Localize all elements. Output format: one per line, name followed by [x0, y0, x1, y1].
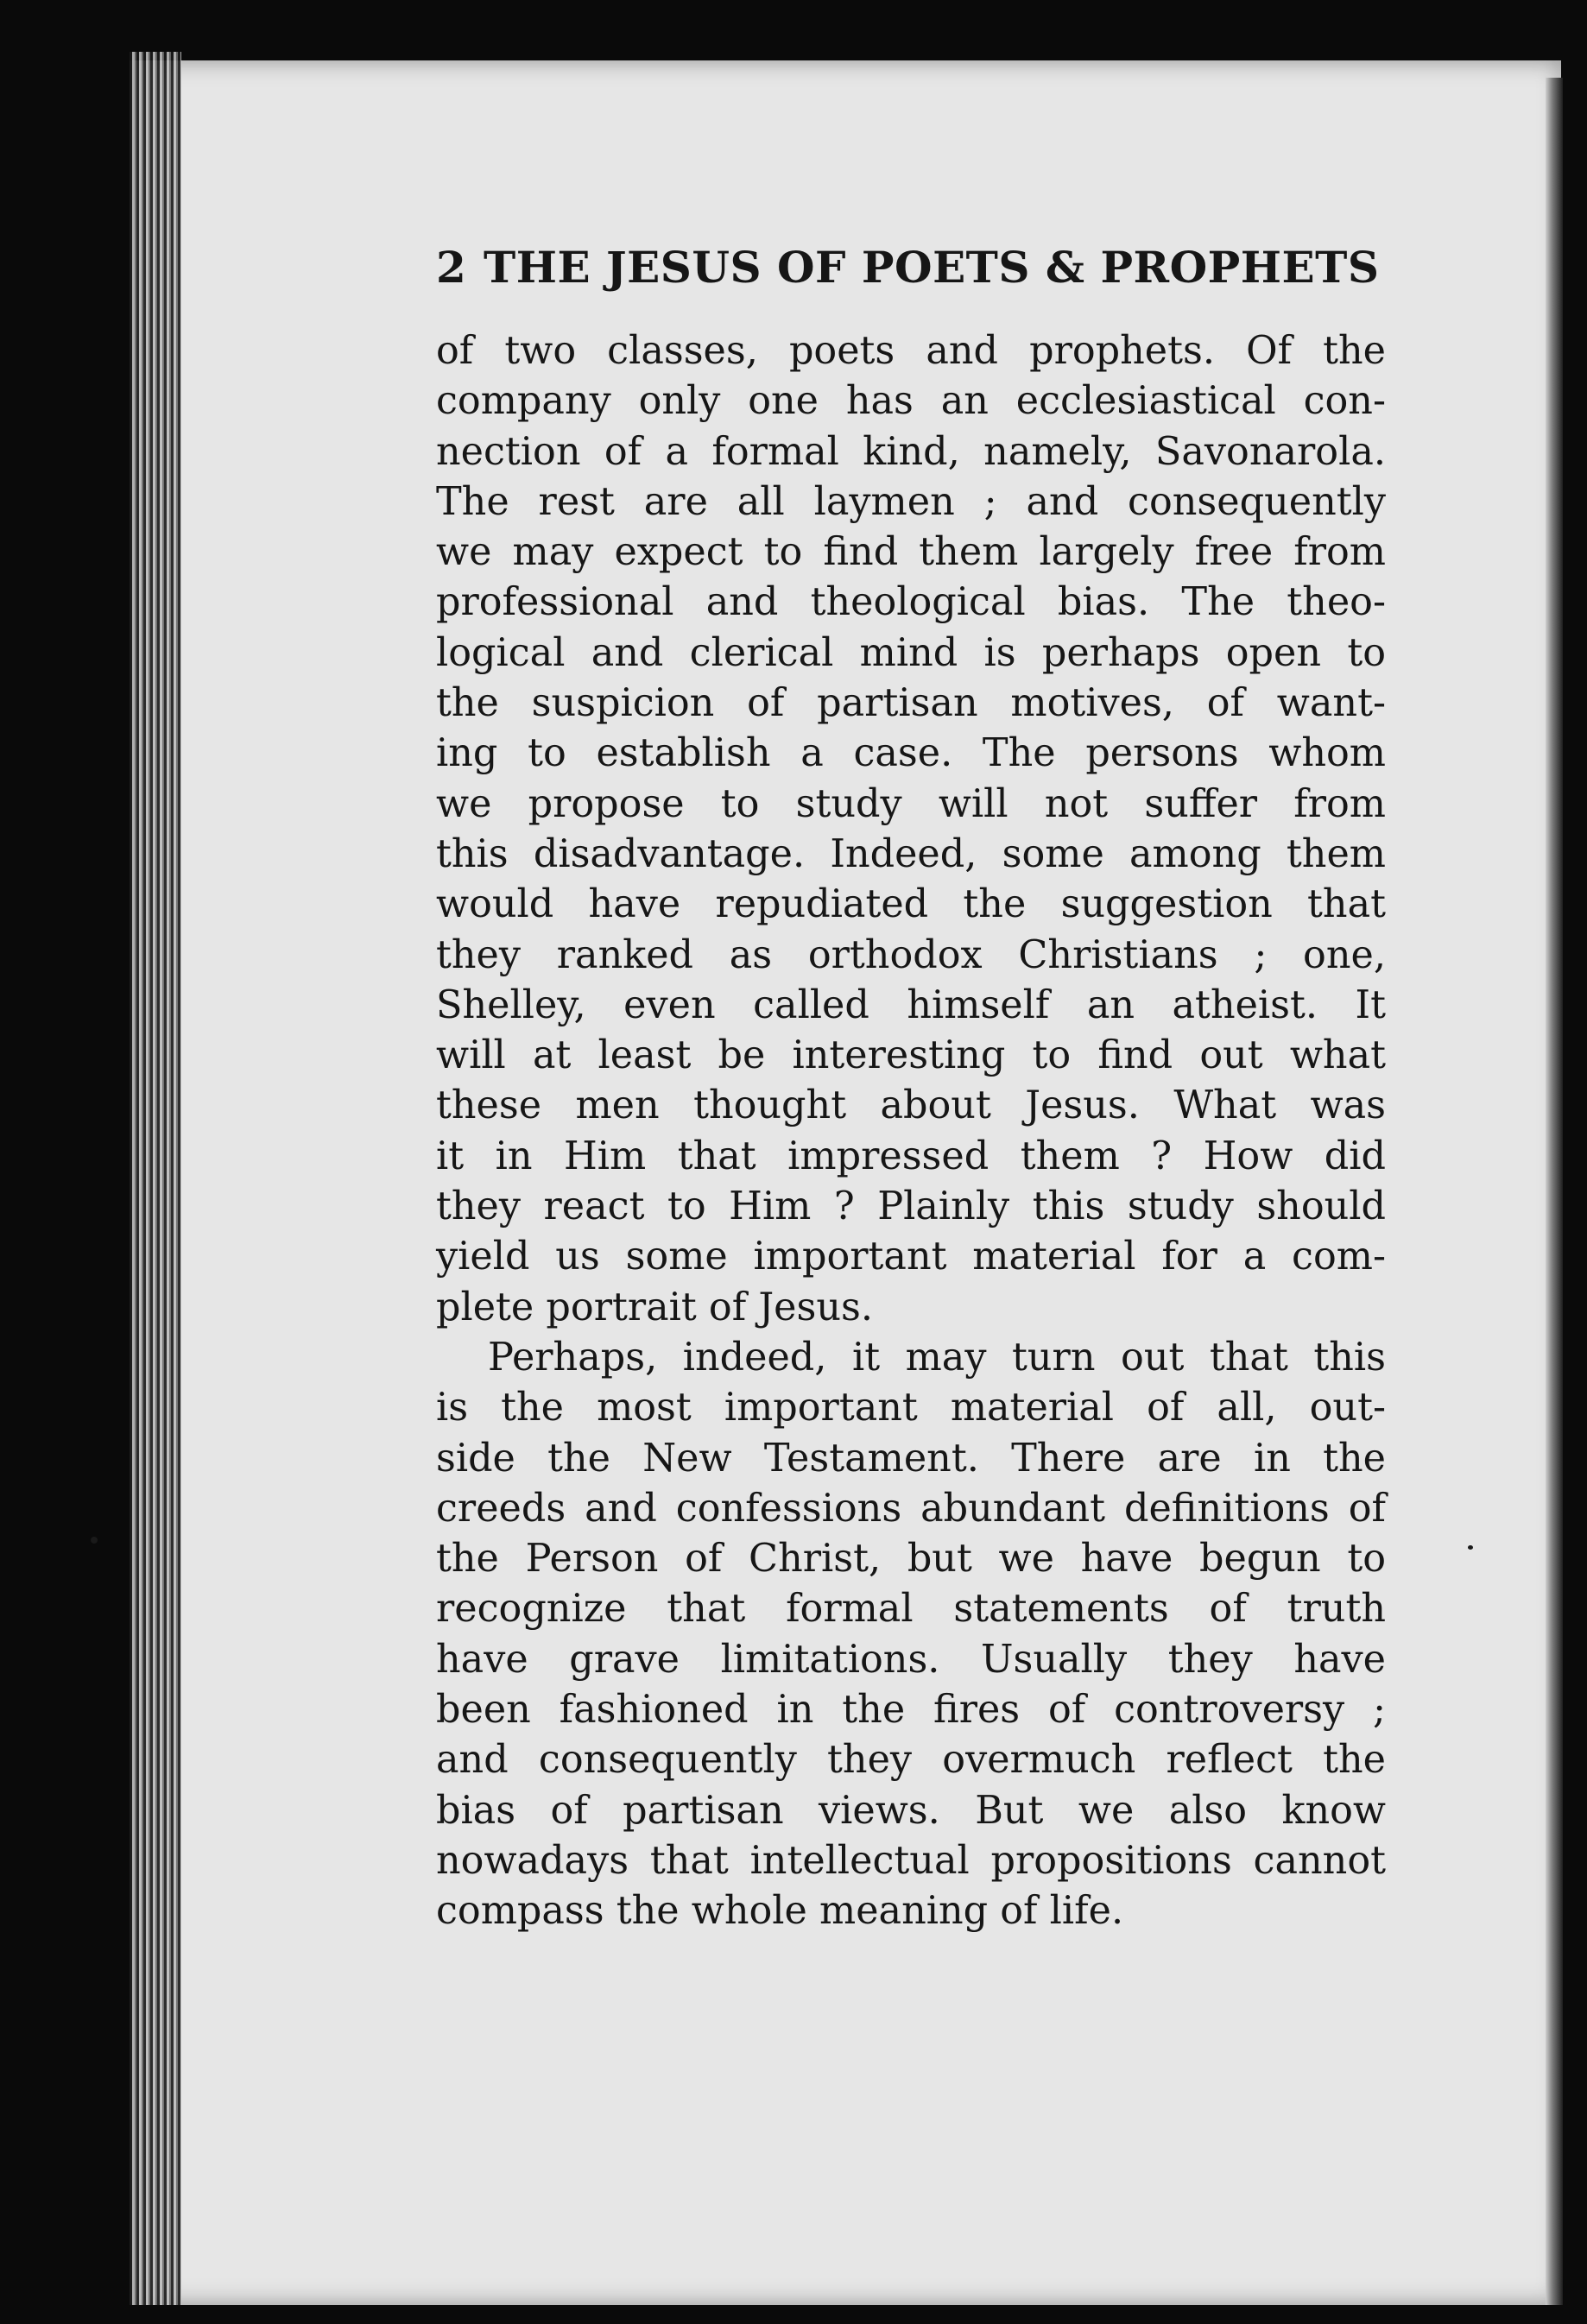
text-line: have grave limitations. Usually they have — [436, 1637, 1386, 1682]
text-line: would have repudiated the suggestion that — [436, 882, 1386, 927]
text-line: compass the whole meaning of life. — [436, 1889, 1124, 1934]
text-line: this disadvantage. Indeed, some among them — [436, 831, 1386, 876]
text-line: The rest are all laymen ; and consequently — [436, 479, 1386, 524]
text-line: recognize that formal statements of truth — [436, 1587, 1386, 1632]
text-line: will at least be interesting to find out what — [436, 1033, 1386, 1078]
text-line: creeds and confessions abundant definitions of — [436, 1486, 1386, 1531]
paragraph-1 — [436, 326, 1386, 1333]
text-line: bias of partisan views. But we also know — [436, 1788, 1386, 1833]
text-line: Shelley, even called himself an atheist. It — [436, 982, 1386, 1027]
text-block — [436, 242, 1386, 1937]
page-header — [436, 242, 1386, 314]
text-line: is the most important material of all, out- — [436, 1386, 1386, 1430]
dust-speck — [91, 1537, 98, 1544]
page-number: 2 — [436, 242, 467, 293]
text-line: we propose to study will not suffer from — [436, 781, 1386, 826]
text-line: these men thought about Jesus. What was — [436, 1083, 1386, 1128]
text-line: company only one has an ecclesiastical con- — [436, 379, 1386, 424]
text-line: nection of a formal kind, namely, Savonarola. — [436, 429, 1386, 474]
text-line: the suspicion of partisan motives, of want- — [436, 681, 1386, 726]
text-line: and consequently they overmuch reflect the — [436, 1738, 1386, 1783]
page-edge-right — [1546, 78, 1563, 2305]
text-line: professional and theological bias. The theo- — [436, 580, 1386, 625]
text-line: side the New Testament. There are in the — [436, 1436, 1386, 1481]
text-line: of two classes, poets and prophets. Of the — [436, 329, 1386, 373]
text-line: the Person of Christ, but we have begun to — [436, 1537, 1386, 1582]
text-line: we may expect to find them largely free from — [436, 530, 1386, 575]
text-line: they ranked as orthodox Christians ; one, — [436, 932, 1386, 977]
text-line: Perhaps, indeed, it may turn out that this — [488, 1335, 1386, 1380]
text-line: it in Him that impressed them ? How did — [436, 1134, 1386, 1178]
page-stack-edge-left — [130, 52, 181, 2305]
dust-speck — [1468, 1545, 1473, 1550]
running-title: THE JESUS OF POETS & PROPHETS — [484, 242, 1380, 293]
text-line: they react to Him ? Plainly this study should — [436, 1184, 1386, 1229]
text-line: logical and clerical mind is perhaps open to — [436, 630, 1386, 675]
text-line: plete portrait of Jesus. — [436, 1285, 873, 1329]
text-line: ing to establish a case. The persons whom — [436, 731, 1386, 776]
paragraph-2 — [436, 1333, 1386, 1937]
text-line: been fashioned in the fires of controversy ; — [436, 1688, 1386, 1733]
text-line: nowadays that intellectual propositions cannot — [436, 1838, 1386, 1883]
text-line: yield us some important material for a com- — [436, 1235, 1386, 1279]
